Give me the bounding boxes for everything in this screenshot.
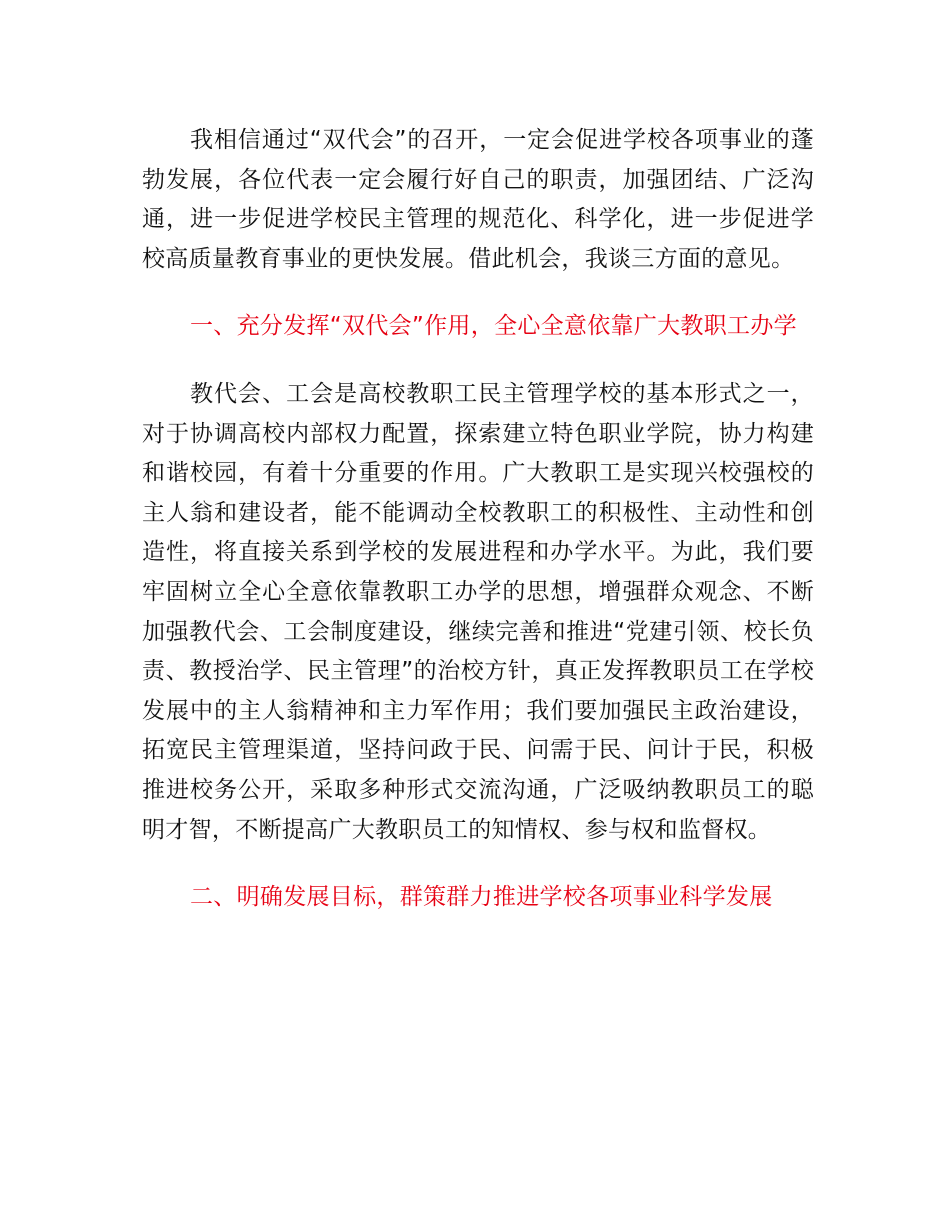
section-heading: 一、充分发挥“双代会”作用，全心全意依靠广大教职工办学 — [190, 313, 797, 340]
body-paragraph: 教代会、工会是高校教职工民主管理学校的基本形式之一，对于协调高校内部权力配置，探索建立特色职业学院，协力构建和谐校园，有着十分重要的作用。广大教职工是实现兴校强校的主人翁和建设者，能不能调动全校教职工的积极性、主动性和创造性，将直接关系到学校的发展进程和办学水平。为此，我们要牢固树立全心全意依靠教职工办学的思想，增强群众观念、不断加强教代会、工会制度建设，继续完善和推进“党建引领、校长负责、教授治学、民主管理”的治校方针，真正发挥教职员工在学校发展中的主人翁精神和主力军作用；我们要加强民主政治建设，拓宽民主管理渠道，坚持问政于民、问需于民、问计于民，积极推进校务公开，采取多种形式交流沟通，广泛吸纳教职员工的聪明才智，不断提高广大教职员工的知情权、参与权和监督权。 — [142, 380, 814, 843]
document-body — [142, 121, 814, 918]
body-paragraph: 我相信通过“双代会”的召开，一定会促进学校各项事业的蓬勃发展，各位代表一定会履行好自己的职责，加强团结、广泛沟通，进一步促进学校民主管理的规范化、科学化，进一步促进学校高质量教育事业的更快发展。借此机会，我谈三方面的意见。 — [142, 127, 814, 272]
section-heading: 二、明确发展目标，群策群力推进学校各项事业科学发展 — [190, 884, 773, 911]
